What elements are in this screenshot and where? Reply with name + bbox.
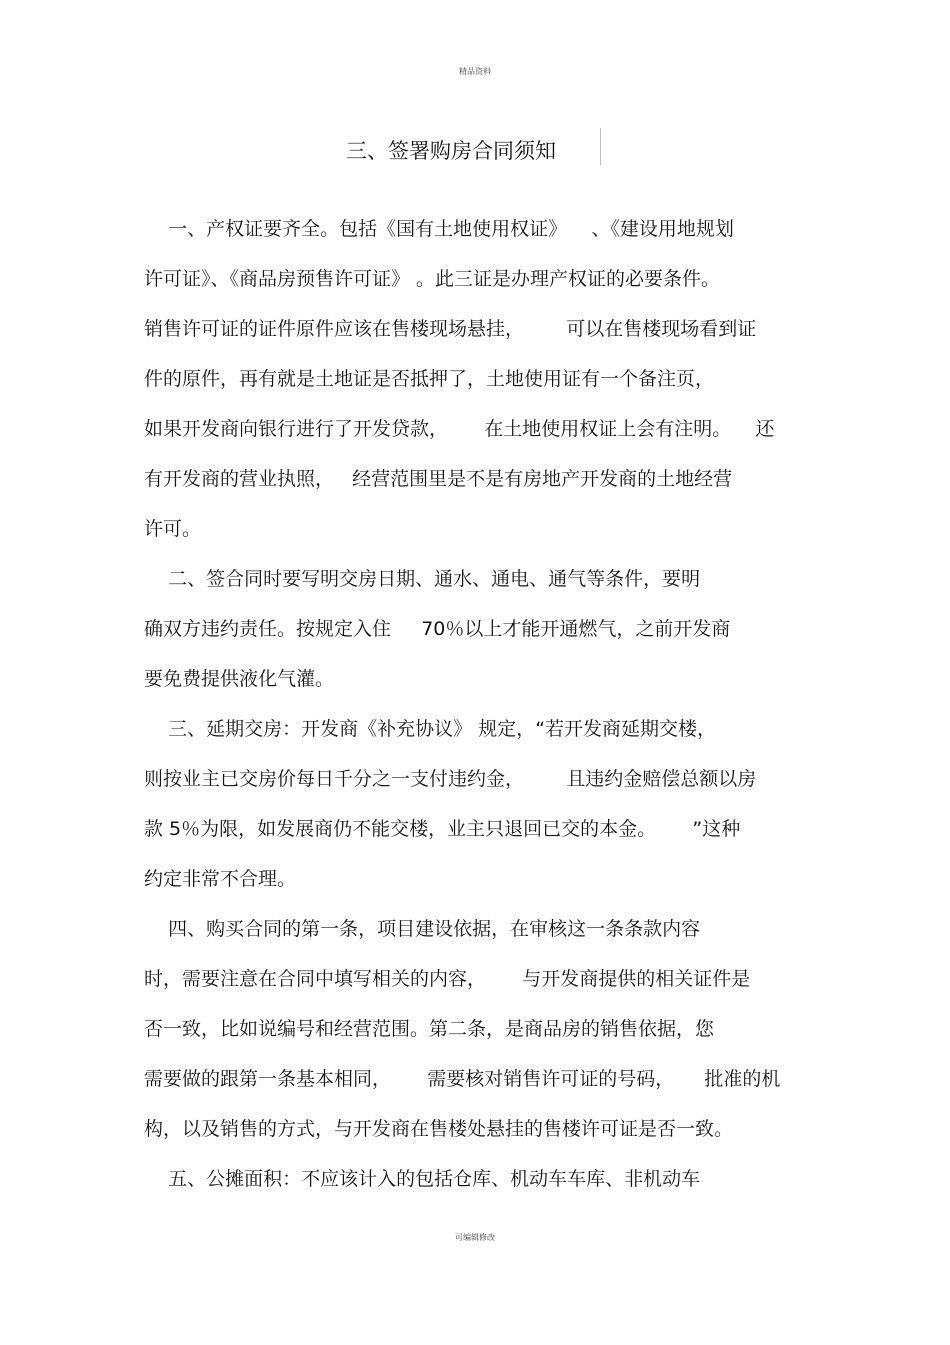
page-footer-note: 可编辑修改 [455, 1233, 495, 1242]
paragraph-line: 销售许可证的证件原件应该在售楼现场悬挂， 可以在售楼现场看到证 [144, 318, 757, 340]
paragraph-line: 许可。 [144, 518, 202, 540]
paragraph-line: 有开发商的营业执照， 经营范围里是不是有房地产开发商的土地经营 [144, 468, 733, 490]
paragraph-line: 约定非常不合理。 [144, 868, 297, 890]
paragraph-line: 三、延期交房：开发商《补充协议》 规定，“若开发商延期交楼， [144, 718, 717, 740]
paragraph-line: 时，需要注意在合同中填写相关的内容， 与开发商提供的相关证件是 [144, 968, 751, 990]
page-header-note: 精品资料 [459, 67, 491, 76]
paragraph-line: 许可证》、《商品房预售许可证》 。此三证是办理产权证的必要条件。 [144, 268, 721, 290]
paragraph-line: 构，以及销售的方式，与开发商在售楼处悬挂的售楼许可证是否一致。 [144, 1118, 734, 1140]
page-title: 三、签署购房合同须知 [346, 139, 556, 163]
paragraph-line: 款 5％为限，如发展商仍不能交楼，业主只退回已交的本金。 ”这种 [144, 818, 741, 840]
paragraph-line: 确双方违约责任。按规定入住 70％以上才能开通燃气，之前开发商 [144, 618, 731, 640]
paragraph-line: 则按业主已交房价每日千分之一支付违约金， 且违约金赔偿总额以房 [144, 768, 757, 790]
paragraph-line: 否一致，比如说编号和经营范围。第二条，是商品房的销售依据，您 [144, 1018, 715, 1040]
paragraph-line: 四、购买合同的第一条，项目建设依据，在审核这一条条款内容 [144, 918, 701, 940]
paragraph-line: 二、签合同时要写明交房日期、通水、通电、通气等条件，要明 [144, 568, 701, 590]
paragraph-line: 要免费提供液化气灌。 [144, 668, 335, 690]
paragraph-line: 如果开发商向银行进行了开发贷款， 在土地使用权证上会有注明。 还 [144, 418, 775, 440]
paragraph-line: 需要做的跟第一条基本相同， 需要核对销售许可证的号码， 批准的机 [144, 1068, 781, 1090]
paragraph-line: 件的原件，再有就是土地证是否抵押了，土地使用证有一个备注页， [144, 368, 715, 390]
paragraph-line: 五、公摊面积：不应该计入的包括仓库、机动车车库、非机动车 [144, 1168, 701, 1190]
paragraph-line: 一、产权证要齐全。包括《国有土地使用权证》 、《建设用地规划 [144, 218, 734, 240]
title-divider [600, 128, 601, 165]
